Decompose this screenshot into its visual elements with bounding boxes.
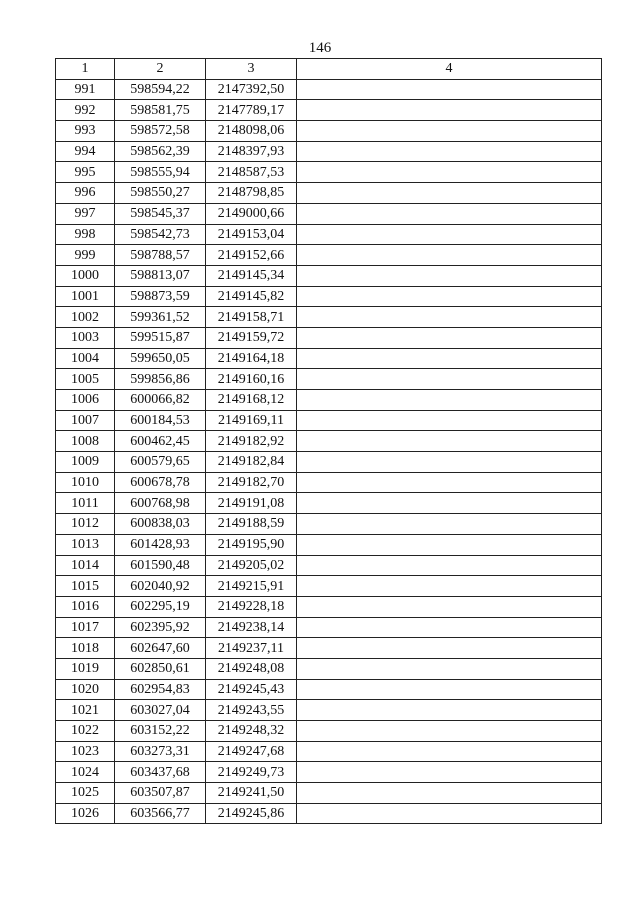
column-header-1: 1	[56, 59, 115, 80]
x-coordinate-cell: 601590,48	[115, 555, 206, 576]
table-row	[56, 265, 602, 286]
table-row	[56, 700, 602, 721]
note-cell	[297, 307, 602, 328]
point-number-cell: 1011	[56, 493, 115, 514]
point-number-cell: 996	[56, 183, 115, 204]
table-row	[56, 721, 602, 742]
note-cell	[297, 576, 602, 597]
x-coordinate-cell: 598550,27	[115, 183, 206, 204]
x-coordinate-cell: 599856,86	[115, 369, 206, 390]
point-number-cell: 1000	[56, 265, 115, 286]
table-row	[56, 493, 602, 514]
note-cell	[297, 741, 602, 762]
point-number-cell: 997	[56, 203, 115, 224]
y-coordinate-cell: 2149169,11	[206, 410, 297, 431]
y-coordinate-cell: 2147392,50	[206, 79, 297, 100]
note-cell	[297, 369, 602, 390]
x-coordinate-cell: 600462,45	[115, 431, 206, 452]
y-coordinate-cell: 2149205,02	[206, 555, 297, 576]
table-row	[56, 452, 602, 473]
note-cell	[297, 224, 602, 245]
table-row	[56, 514, 602, 535]
note-cell	[297, 700, 602, 721]
y-coordinate-cell: 2148397,93	[206, 141, 297, 162]
y-coordinate-cell: 2149243,55	[206, 700, 297, 721]
y-coordinate-cell: 2149182,84	[206, 452, 297, 473]
y-coordinate-cell: 2149245,43	[206, 679, 297, 700]
point-number-cell: 1004	[56, 348, 115, 369]
table-row	[56, 576, 602, 597]
y-coordinate-cell: 2149182,92	[206, 431, 297, 452]
note-cell	[297, 141, 602, 162]
column-header-2: 2	[115, 59, 206, 80]
table-row	[56, 741, 602, 762]
table-row	[56, 369, 602, 390]
column-header-3: 3	[206, 59, 297, 80]
table-row	[56, 224, 602, 245]
note-cell	[297, 472, 602, 493]
note-cell	[297, 534, 602, 555]
x-coordinate-cell: 598788,57	[115, 245, 206, 266]
table-row	[56, 203, 602, 224]
y-coordinate-cell: 2149188,59	[206, 514, 297, 535]
note-cell	[297, 100, 602, 121]
page-number: 146	[308, 40, 332, 56]
point-number-cell: 1019	[56, 658, 115, 679]
point-number-cell: 1021	[56, 700, 115, 721]
table-row	[56, 472, 602, 493]
y-coordinate-cell: 2148798,85	[206, 183, 297, 204]
point-number-cell: 1017	[56, 617, 115, 638]
x-coordinate-cell: 598813,07	[115, 265, 206, 286]
table-row	[56, 286, 602, 307]
table-row	[56, 534, 602, 555]
y-coordinate-cell: 2148587,53	[206, 162, 297, 183]
note-cell	[297, 183, 602, 204]
point-number-cell: 994	[56, 141, 115, 162]
x-coordinate-cell: 598873,59	[115, 286, 206, 307]
y-coordinate-cell: 2149237,11	[206, 638, 297, 659]
x-coordinate-cell: 602954,83	[115, 679, 206, 700]
table-row	[56, 307, 602, 328]
y-coordinate-cell: 2149158,71	[206, 307, 297, 328]
point-number-cell: 1014	[56, 555, 115, 576]
x-coordinate-cell: 600066,82	[115, 390, 206, 411]
x-coordinate-cell: 598581,75	[115, 100, 206, 121]
note-cell	[297, 452, 602, 473]
table-row	[56, 100, 602, 121]
note-cell	[297, 617, 602, 638]
point-number-cell: 1024	[56, 762, 115, 783]
y-coordinate-cell: 2149168,12	[206, 390, 297, 411]
x-coordinate-cell: 603027,04	[115, 700, 206, 721]
y-coordinate-cell: 2149215,91	[206, 576, 297, 597]
table-row	[56, 431, 602, 452]
note-cell	[297, 596, 602, 617]
x-coordinate-cell: 600579,65	[115, 452, 206, 473]
note-cell	[297, 327, 602, 348]
note-cell	[297, 658, 602, 679]
point-number-cell: 999	[56, 245, 115, 266]
x-coordinate-cell: 602295,19	[115, 596, 206, 617]
table-row	[56, 555, 602, 576]
note-cell	[297, 762, 602, 783]
y-coordinate-cell: 2149249,73	[206, 762, 297, 783]
point-number-cell: 1005	[56, 369, 115, 390]
y-coordinate-cell: 2149182,70	[206, 472, 297, 493]
x-coordinate-cell: 602395,92	[115, 617, 206, 638]
y-coordinate-cell: 2149145,82	[206, 286, 297, 307]
coordinates-table	[55, 58, 602, 824]
x-coordinate-cell: 599361,52	[115, 307, 206, 328]
table-row	[56, 617, 602, 638]
y-coordinate-cell: 2149191,08	[206, 493, 297, 514]
point-number-cell: 1010	[56, 472, 115, 493]
x-coordinate-cell: 603507,87	[115, 783, 206, 804]
note-cell	[297, 679, 602, 700]
y-coordinate-cell: 2149248,08	[206, 658, 297, 679]
x-coordinate-cell: 603152,22	[115, 721, 206, 742]
y-coordinate-cell: 2149152,66	[206, 245, 297, 266]
point-number-cell: 1009	[56, 452, 115, 473]
point-number-cell: 1020	[56, 679, 115, 700]
y-coordinate-cell: 2147789,17	[206, 100, 297, 121]
note-cell	[297, 431, 602, 452]
table-body	[56, 79, 602, 824]
note-cell	[297, 265, 602, 286]
note-cell	[297, 410, 602, 431]
x-coordinate-cell: 598555,94	[115, 162, 206, 183]
x-coordinate-cell: 603437,68	[115, 762, 206, 783]
y-coordinate-cell: 2149153,04	[206, 224, 297, 245]
x-coordinate-cell: 601428,93	[115, 534, 206, 555]
point-number-cell: 992	[56, 100, 115, 121]
point-number-cell: 1001	[56, 286, 115, 307]
x-coordinate-cell: 600184,53	[115, 410, 206, 431]
point-number-cell: 998	[56, 224, 115, 245]
x-coordinate-cell: 602647,60	[115, 638, 206, 659]
y-coordinate-cell: 2149228,18	[206, 596, 297, 617]
table-row	[56, 348, 602, 369]
table-row	[56, 327, 602, 348]
table-row	[56, 596, 602, 617]
x-coordinate-cell: 603273,31	[115, 741, 206, 762]
x-coordinate-cell: 600838,03	[115, 514, 206, 535]
table-row	[56, 183, 602, 204]
x-coordinate-cell: 599650,05	[115, 348, 206, 369]
y-coordinate-cell: 2149159,72	[206, 327, 297, 348]
table-row	[56, 803, 602, 824]
table-row	[56, 245, 602, 266]
table-row	[56, 79, 602, 100]
x-coordinate-cell: 602040,92	[115, 576, 206, 597]
y-coordinate-cell: 2149247,68	[206, 741, 297, 762]
point-number-cell: 1006	[56, 390, 115, 411]
point-number-cell: 1025	[56, 783, 115, 804]
x-coordinate-cell: 603566,77	[115, 803, 206, 824]
x-coordinate-cell: 598594,22	[115, 79, 206, 100]
y-coordinate-cell: 2149195,90	[206, 534, 297, 555]
note-cell	[297, 555, 602, 576]
point-number-cell: 1023	[56, 741, 115, 762]
y-coordinate-cell: 2149164,18	[206, 348, 297, 369]
note-cell	[297, 803, 602, 824]
point-number-cell: 1022	[56, 721, 115, 742]
y-coordinate-cell: 2148098,06	[206, 121, 297, 142]
point-number-cell: 993	[56, 121, 115, 142]
column-header-4: 4	[297, 59, 602, 80]
point-number-cell: 1015	[56, 576, 115, 597]
x-coordinate-cell: 598562,39	[115, 141, 206, 162]
y-coordinate-cell: 2149145,34	[206, 265, 297, 286]
point-number-cell: 1012	[56, 514, 115, 535]
point-number-cell: 1003	[56, 327, 115, 348]
table-row	[56, 762, 602, 783]
table-row	[56, 141, 602, 162]
table-row	[56, 783, 602, 804]
y-coordinate-cell: 2149160,16	[206, 369, 297, 390]
note-cell	[297, 79, 602, 100]
table-row	[56, 121, 602, 142]
note-cell	[297, 162, 602, 183]
point-number-cell: 1026	[56, 803, 115, 824]
table-row	[56, 638, 602, 659]
header-row	[56, 59, 602, 80]
note-cell	[297, 348, 602, 369]
note-cell	[297, 245, 602, 266]
table-row	[56, 410, 602, 431]
x-coordinate-cell: 598545,37	[115, 203, 206, 224]
note-cell	[297, 493, 602, 514]
x-coordinate-cell: 599515,87	[115, 327, 206, 348]
table-row	[56, 162, 602, 183]
point-number-cell: 1002	[56, 307, 115, 328]
note-cell	[297, 638, 602, 659]
x-coordinate-cell: 602850,61	[115, 658, 206, 679]
point-number-cell: 1007	[56, 410, 115, 431]
point-number-cell: 1016	[56, 596, 115, 617]
y-coordinate-cell: 2149238,14	[206, 617, 297, 638]
note-cell	[297, 514, 602, 535]
point-number-cell: 1008	[56, 431, 115, 452]
note-cell	[297, 783, 602, 804]
note-cell	[297, 121, 602, 142]
y-coordinate-cell: 2149245,86	[206, 803, 297, 824]
table-row	[56, 658, 602, 679]
note-cell	[297, 203, 602, 224]
table-row	[56, 390, 602, 411]
point-number-cell: 1018	[56, 638, 115, 659]
note-cell	[297, 286, 602, 307]
y-coordinate-cell: 2149241,50	[206, 783, 297, 804]
note-cell	[297, 721, 602, 742]
x-coordinate-cell: 600678,78	[115, 472, 206, 493]
x-coordinate-cell: 598572,58	[115, 121, 206, 142]
point-number-cell: 995	[56, 162, 115, 183]
y-coordinate-cell: 2149248,32	[206, 721, 297, 742]
x-coordinate-cell: 598542,73	[115, 224, 206, 245]
point-number-cell: 991	[56, 79, 115, 100]
x-coordinate-cell: 600768,98	[115, 493, 206, 514]
table-row	[56, 679, 602, 700]
point-number-cell: 1013	[56, 534, 115, 555]
y-coordinate-cell: 2149000,66	[206, 203, 297, 224]
note-cell	[297, 390, 602, 411]
